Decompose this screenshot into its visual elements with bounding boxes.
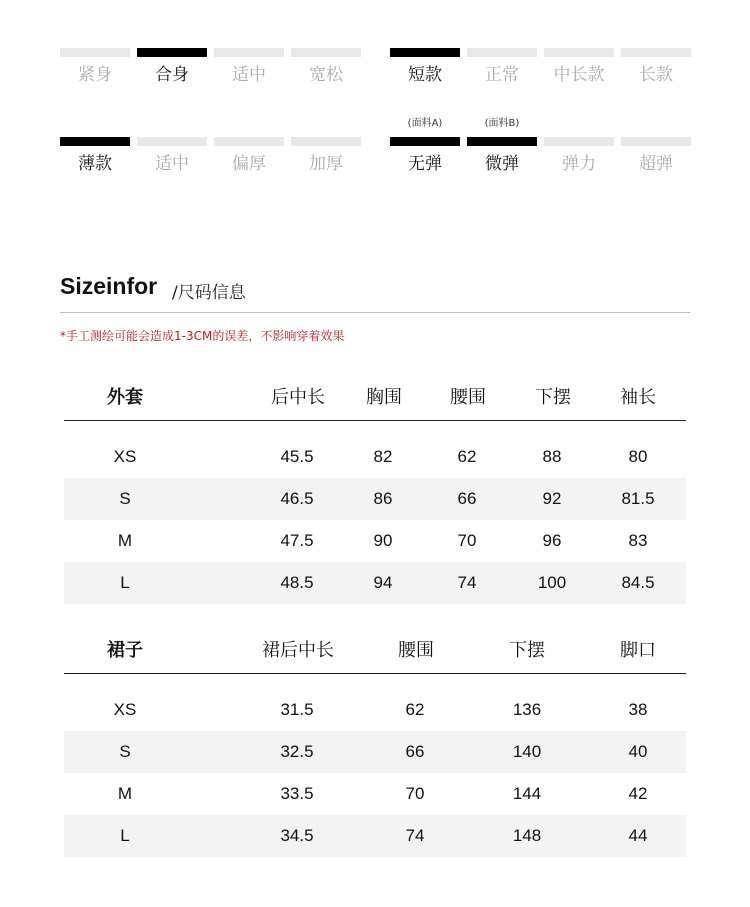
length-scale bbox=[390, 48, 691, 85]
elasticity-label: 弹力 bbox=[562, 154, 596, 174]
thickness-scale bbox=[60, 137, 361, 174]
jacket-size-table bbox=[64, 383, 686, 604]
table-cell: 144 bbox=[512, 784, 542, 803]
table-row bbox=[64, 478, 686, 520]
fabric-note: (面料B) bbox=[484, 118, 520, 129]
elasticity-label: 微弹 bbox=[485, 154, 519, 174]
column-header: 裙子 bbox=[107, 640, 143, 661]
table-cell: 46.5 bbox=[280, 489, 314, 508]
measurement-note: *手工测绘可能会造成1-3CM的误差，不影响穿着效果 bbox=[60, 329, 345, 343]
fit-option-tight bbox=[60, 48, 130, 85]
table-cell: 47.5 bbox=[280, 531, 314, 550]
elasticity-bar bbox=[467, 137, 537, 146]
table-cell: 80 bbox=[628, 447, 648, 466]
length-bar bbox=[621, 48, 691, 57]
table-cell: M bbox=[117, 531, 133, 550]
size-info-subtitle: /尺码信息 bbox=[172, 283, 246, 303]
table-cell: 140 bbox=[512, 742, 542, 761]
table-cell: 96 bbox=[542, 531, 562, 550]
thickness-option-thick bbox=[214, 137, 284, 174]
skirt-size-table bbox=[64, 636, 686, 857]
thickness-bar bbox=[214, 137, 284, 146]
table-row bbox=[64, 562, 686, 604]
table-cell: 70 bbox=[457, 531, 477, 550]
table-cell: 34.5 bbox=[280, 826, 314, 845]
table-cell: S bbox=[119, 489, 131, 508]
table-cell: S bbox=[119, 742, 131, 761]
fit-bar bbox=[214, 48, 284, 57]
table-cell: L bbox=[120, 573, 130, 592]
table-cell: 148 bbox=[512, 826, 542, 845]
table-cell: 42 bbox=[628, 784, 648, 803]
table-cell: 32.5 bbox=[280, 742, 314, 761]
thickness-label: 加厚 bbox=[309, 154, 343, 174]
table-cell: 66 bbox=[405, 742, 425, 761]
thickness-option-extra-thick bbox=[291, 137, 361, 174]
table-cell: 81.5 bbox=[621, 489, 655, 508]
elasticity-label: 无弹 bbox=[408, 154, 442, 174]
table-cell: 62 bbox=[405, 700, 425, 719]
thickness-bar bbox=[60, 137, 130, 146]
fit-bar bbox=[291, 48, 361, 57]
fit-label: 紧身 bbox=[78, 65, 112, 85]
column-header: 外套 bbox=[107, 387, 143, 408]
table-cell: 38 bbox=[628, 700, 648, 719]
table-cell: 82 bbox=[373, 447, 393, 466]
elasticity-bar bbox=[390, 137, 460, 146]
thickness-label: 适中 bbox=[155, 154, 189, 174]
column-header: 裙后中长 bbox=[262, 640, 334, 661]
table-body bbox=[64, 436, 686, 604]
length-label: 短款 bbox=[408, 65, 442, 85]
table-cell: 33.5 bbox=[280, 784, 314, 803]
size-info-title: Sizeinfor bbox=[60, 273, 158, 299]
fit-option-loose bbox=[291, 48, 361, 85]
table-cell: 100 bbox=[537, 573, 567, 592]
table-cell: XS bbox=[113, 447, 137, 466]
table-cell: 83 bbox=[628, 531, 648, 550]
elasticity-bar bbox=[544, 137, 614, 146]
table-cell: 94 bbox=[373, 573, 393, 592]
table-cell: M bbox=[117, 784, 133, 803]
table-cell: 74 bbox=[405, 826, 425, 845]
fit-option-fitted bbox=[137, 48, 207, 85]
fit-label: 宽松 bbox=[309, 65, 343, 85]
table-row bbox=[64, 520, 686, 562]
elasticity-scale bbox=[390, 118, 691, 174]
elasticity-option-slight bbox=[467, 118, 537, 174]
table-cell: 31.5 bbox=[280, 700, 314, 719]
column-header: 脚口 bbox=[620, 640, 656, 661]
elasticity-label: 超弹 bbox=[639, 154, 673, 174]
length-option-regular bbox=[467, 48, 537, 85]
fabric-note: (面料A) bbox=[407, 118, 443, 129]
table-header bbox=[64, 383, 686, 421]
table-row bbox=[64, 773, 686, 815]
table-cell: 70 bbox=[405, 784, 425, 803]
elasticity-option-none bbox=[390, 118, 460, 174]
table-header bbox=[64, 636, 686, 674]
table-row bbox=[64, 731, 686, 773]
thickness-option-thin bbox=[60, 137, 130, 174]
table-cell: 66 bbox=[457, 489, 477, 508]
elasticity-bar bbox=[621, 137, 691, 146]
table-cell: 44 bbox=[628, 826, 648, 845]
thickness-bar bbox=[137, 137, 207, 146]
length-bar bbox=[467, 48, 537, 57]
table-cell: XS bbox=[113, 700, 137, 719]
thickness-option-medium bbox=[137, 137, 207, 174]
column-header: 袖长 bbox=[620, 387, 656, 408]
column-header: 胸围 bbox=[366, 387, 402, 408]
length-label: 正常 bbox=[485, 65, 519, 85]
table-cell: 90 bbox=[373, 531, 393, 550]
fit-option-regular bbox=[214, 48, 284, 85]
table-row bbox=[64, 689, 686, 731]
table-cell: 48.5 bbox=[280, 573, 314, 592]
length-label: 长款 bbox=[639, 65, 673, 85]
column-header: 下摆 bbox=[509, 640, 545, 661]
column-header: 腰围 bbox=[398, 640, 434, 661]
length-bar bbox=[390, 48, 460, 57]
length-label: 中长款 bbox=[553, 65, 605, 85]
fit-bar bbox=[137, 48, 207, 57]
table-cell: 62 bbox=[457, 447, 477, 466]
fit-scale bbox=[60, 48, 361, 85]
table-cell: 88 bbox=[542, 447, 562, 466]
table-cell: 92 bbox=[542, 489, 562, 508]
fit-label: 适中 bbox=[232, 65, 266, 85]
table-row bbox=[64, 815, 686, 857]
column-header: 下摆 bbox=[535, 387, 571, 408]
length-option-long bbox=[621, 48, 691, 85]
length-option-midlong bbox=[544, 48, 614, 85]
thickness-label: 偏厚 bbox=[232, 154, 266, 174]
column-header: 腰围 bbox=[450, 387, 486, 408]
fit-bar bbox=[60, 48, 130, 57]
table-cell: 74 bbox=[457, 573, 477, 592]
length-bar bbox=[544, 48, 614, 57]
length-option-short bbox=[390, 48, 460, 85]
thickness-label: 薄款 bbox=[78, 154, 112, 174]
table-cell: L bbox=[120, 826, 130, 845]
table-row bbox=[64, 436, 686, 478]
table-cell: 40 bbox=[628, 742, 648, 761]
elasticity-option-stretch bbox=[544, 137, 614, 174]
table-body bbox=[64, 689, 686, 857]
table-cell: 84.5 bbox=[621, 573, 655, 592]
elasticity-option-super bbox=[621, 137, 691, 174]
column-header: 后中长 bbox=[271, 387, 325, 408]
divider bbox=[60, 312, 690, 313]
thickness-bar bbox=[291, 137, 361, 146]
table-cell: 86 bbox=[373, 489, 393, 508]
table-cell: 45.5 bbox=[280, 447, 314, 466]
fit-label: 合身 bbox=[155, 65, 189, 85]
table-cell: 136 bbox=[512, 700, 542, 719]
